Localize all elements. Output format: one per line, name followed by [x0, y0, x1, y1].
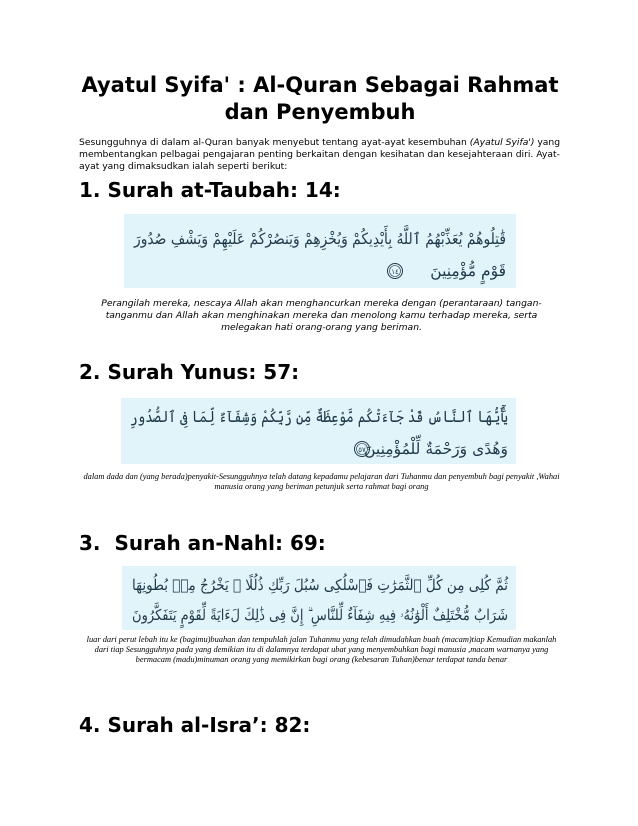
ayah-marker-icon: [355, 442, 370, 457]
page-title: Ayatul Syifa' : Al-Quran Sebagai Rahmat dan Penyembuh: [81, 73, 559, 124]
ayah-marker-icon: [388, 264, 403, 279]
ayah-number-2: ٥٧: [358, 446, 366, 454]
verse-image-3: [122, 566, 565, 630]
ayah-number-1: ١٤: [391, 268, 399, 276]
verse-image-2: [121, 398, 579, 464]
translation-1: Perangilah mereka, nescaya Allah akan menghancurkan mereka dengan (perantaraan) tangan-tanganmu dan Allah akan menghinakan mereka dan menolong kamu terhadap mereka, serta melegakan hati orang-orang yang beriman.: [101, 298, 542, 333]
verse-1-arabic-line-2: قَوْمٍ مُّؤْمِنِينَ: [430, 262, 506, 280]
intro-emphasis: (Ayatul Syifa'): [469, 137, 535, 148]
verse-1-arabic-line-1: قَٰتِلُوهُمْ يُعَذِّبْهُمُ ٱللَّهُ بِأَيْدِيكُمْ وَيُخْزِهِمْ وَيَنصُرْكُمْ عَلَيْهِمْ وَيَشْفِ صُدُورَ: [134, 230, 551, 248]
verse-3-arabic-line-1: ثُمَّ كُلِى مِن كُلِّ ٱلثَّمَرَٰتِ فَٱسْلُكِى سُبُلَ رَبِّكِ ذُلُلًا ۚ يَخْرُجُ مِنۢ بُطُونِهَا: [132, 576, 550, 594]
intro-text-before: Sesungguhnya di dalam al-Quran banyak menyebut tentang ayat-ayat kesembuhan: [79, 137, 470, 148]
translation-3: luar dari perut lebah itu ke (bagimu)buahan dan tempuhlah jalan Tuhanmu yang telah dimudahkan buah (macam)tiap Kemudian makanlah dari tiap Sesungguhnya pada yang demikian itu di dalamnya terdapat ubat yang menyembuhkan bagi manusia ,macam warnanya yang bermacam (madu)minuman orang yang memikirkan bagi orang (kebesaran Tuhan)benar terdapat tanda benar: [86, 635, 557, 664]
verse-3-arabic-line-2: شَرَابٌ مُّخْتَلِفٌ أَلْوَٰنُهُۥ فِيهِ شِفَآءٌ لِّلنَّاسِ ۗ إِنَّ فِى ذَٰلِكَ لَءَايَةً لِّقَوْمٍ يَتَفَكَّرُونَ: [132, 606, 565, 624]
verse-2-arabic-line-2: وَهُدًى وَرَحْمَةٌ لِّلْمُؤْمِنِينَ: [364, 440, 508, 458]
translation-2: dalam dada dan (yang berada)penyakit-Sesungguhnya telah datang kepadamu pelajaran dari Tuhanmu dan penyembuh bagi penyakit ,Wahai manusia orang yang beriman petunjuk serta rahmat bagi orang: [83, 472, 560, 491]
section-heading-2: 2. Surah Yunus: 57:: [79, 360, 300, 384]
verse-image-1: [124, 214, 551, 288]
verse-2-arabic-line-1: يَٰٓأَيُّهَا ٱلنَّاسُ قَدْ جَآءَتْكُم مَّوْعِظَةٌ مِّن رَّبِّكُمْ وَشِفَآءٌ لِّمَا فِى ٱلصُّدُورِ: [130, 408, 579, 426]
section-heading-3: 3. Surah an-Nahl: 69:: [79, 531, 326, 555]
intro-text-after: yang membentangkan pelbagai pengajaran penting berkaitan dengan kesihatan dan kesejahteraan diri. Ayat-ayat yang dimaksudkan ialah seperti berikut:: [79, 137, 561, 172]
section-heading-4: 4. Surah al-Isra’: 82:: [79, 713, 311, 737]
section-heading-1: 1. Surah at-Taubah: 14:: [79, 178, 341, 202]
intro-paragraph: [79, 137, 564, 173]
